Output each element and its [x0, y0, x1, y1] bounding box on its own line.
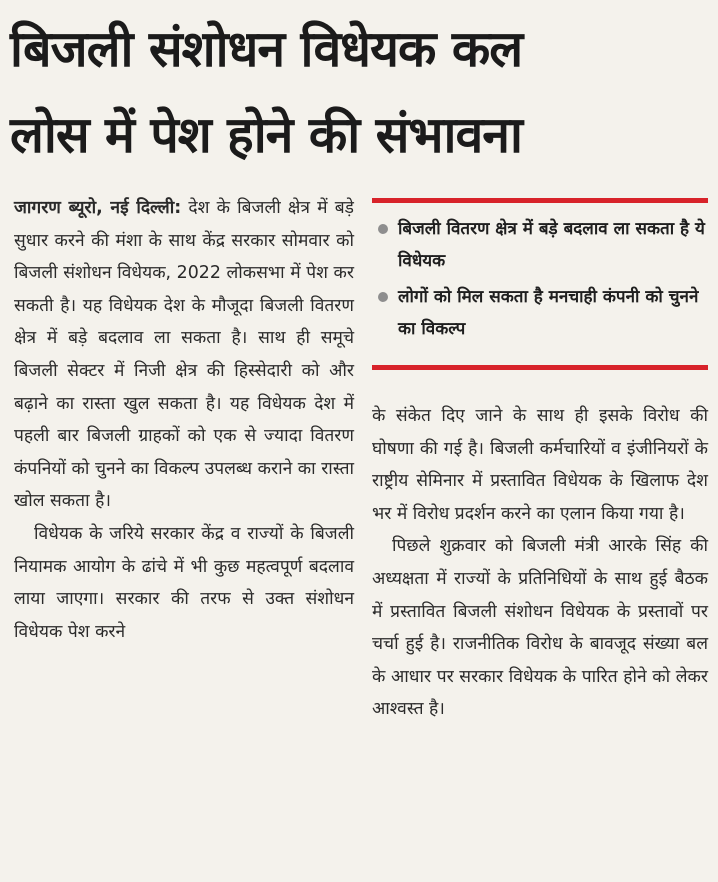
article-column-left — [14, 192, 354, 648]
article-paragraph-4: पिछले शुक्रवार को बिजली मंत्री आरके सिंह की अध्यक्षता में राज्यों के प्रतिनिधियों के साथ हुई बैठक में प्रस्तावित बिजली संशोधन विधेयक के प्रस्तावों पर चर्चा हुई है। राजनीतिक विरोध के बावजूद संख्या बल के आधार पर सरकार विधेयक के पारित होने को लेकर आश्वस्त है। — [372, 536, 708, 720]
paragraph-1-text: देश के बिजली क्षेत्र में बड़े सुधार करने की मंशा के साथ केंद्र सरकार सोमवार को बिजली संशोधन विधेयक, 2022 लोकसभा में पेश कर सकती है। यह विधेयक देश के मौजूदा बिजली वितरण क्षेत्र में बड़े बदलाव ला सकता है। साथ ही समूचे बिजली सेक्टर में निजी क्षेत्र की हिस्सेदारी को और बढ़ाने का रास्ता खुल सकता है। यह विधेयक देश में पहली बार बिजली ग्राहकों को एक से ज्यादा वितरण कंपनियों को चुनने का विकल्प उपलब्ध कराने का रास्ता खोल सकता है। — [14, 198, 354, 512]
headline-line-1: बिजली संशोधन विधेयक कल — [10, 20, 523, 78]
highlight-text: लोगों को मिल सकता है मनचाही कंपनी को चुनने का विकल्प — [398, 287, 699, 339]
highlights-list — [372, 213, 708, 349]
highlight-item — [372, 213, 708, 277]
dateline: जागरण ब्यूरो, नई दिल्ली: — [14, 198, 182, 218]
article-column-right — [372, 400, 708, 726]
article-paragraph-1 — [14, 192, 354, 518]
article-paragraph-3: के संकेत दिए जाने के साथ ही इसके विरोध की घोषणा की गई है। बिजली कर्मचारियों व इंजीनियरों के राष्ट्रीय सेमिनार में प्रस्तावित विधेयक के खिलाफ देश भर में विरोध प्रदर्शन करने का एलान किया गया है। — [372, 406, 708, 524]
highlight-rule-top — [372, 198, 708, 203]
highlight-rule-bottom — [372, 365, 708, 370]
bullet-icon — [378, 292, 388, 302]
highlights-box — [372, 195, 708, 373]
bullet-icon — [378, 224, 388, 234]
headline — [10, 6, 710, 178]
highlight-item — [372, 281, 708, 345]
article-paragraph-2: विधेयक के जरिये सरकार केंद्र व राज्यों के बिजली नियामक आयोग के ढांचे में भी कुछ महत्वपूर्ण बदलाव लाया जाएगा। सरकार की तरफ से उक्त संशोधन विधेयक पेश करने — [14, 523, 354, 642]
headline-line-2: लोस में पेश होने की संभावना — [10, 106, 522, 164]
highlight-text: बिजली वितरण क्षेत्र में बड़े बदलाव ला सकता है ये विधेयक — [398, 219, 705, 271]
